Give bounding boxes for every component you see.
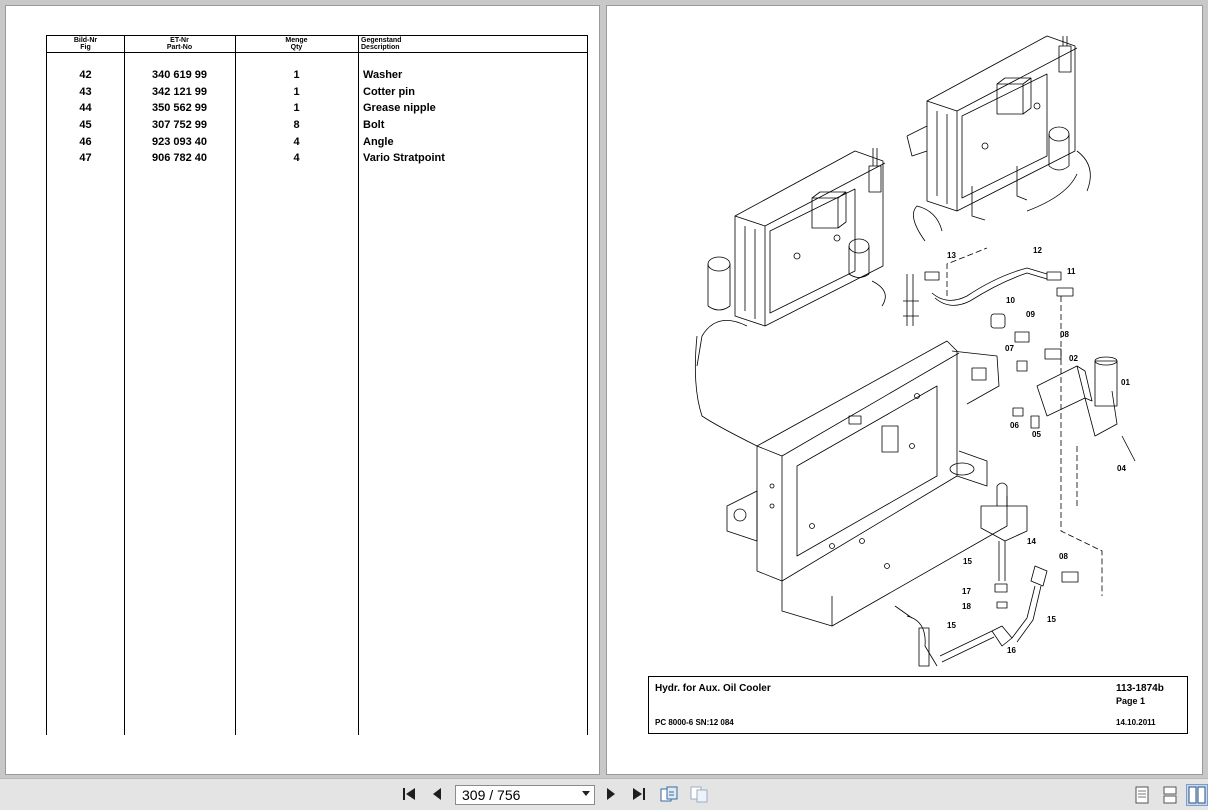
- callout-label: 14: [1027, 537, 1036, 546]
- cell-description: Vario Stratpoint: [363, 152, 445, 165]
- callout-label: 05: [1032, 430, 1041, 439]
- callout-label: 08: [1059, 552, 1068, 561]
- last-page-icon: [631, 786, 647, 802]
- callout-label: 18: [962, 602, 971, 611]
- table-body: [47, 67, 587, 167]
- table-row: [47, 100, 587, 117]
- drawing-page-number: Page 1: [1116, 696, 1146, 706]
- copy-page-icon: [659, 785, 679, 803]
- table-row: [47, 84, 587, 101]
- cell-part-no: 350 562 99: [151, 102, 208, 115]
- header-part-no: ET-Nr Part-No: [166, 37, 193, 51]
- callout-label: 02: [1069, 354, 1078, 363]
- callout-label: 15: [947, 621, 956, 630]
- header-qty: Menge Qty: [285, 37, 308, 51]
- first-page-button[interactable]: [398, 783, 420, 805]
- drawing-number: 113-1874b: [1116, 683, 1164, 694]
- callout-label: 04: [1117, 464, 1126, 473]
- cell-part-no: 340 619 99: [151, 69, 208, 81]
- table-row: [47, 117, 587, 134]
- two-page-view-icon: [1188, 786, 1206, 804]
- callout-label: 12: [1033, 246, 1042, 255]
- single-page-view-icon: [1135, 786, 1149, 804]
- header-divider: [47, 52, 587, 53]
- cell-part-no: 923 093 40: [151, 135, 208, 148]
- viewer-toolbar: [0, 778, 1208, 810]
- cell-description: Bolt: [363, 119, 385, 132]
- header-fig: Bild-Nr Fig: [73, 37, 98, 51]
- parts-table: [46, 35, 588, 735]
- next-page-icon: [603, 786, 619, 802]
- cell-qty: 1: [293, 102, 300, 115]
- page-indicator: 309 / 756: [462, 787, 521, 803]
- cell-part-no: 307 752 99: [151, 119, 208, 132]
- cell-fig: 47: [79, 152, 92, 165]
- cell-qty: 8: [293, 119, 300, 132]
- callout-label: 15: [963, 557, 972, 566]
- cell-qty: 4: [293, 152, 300, 165]
- callout-label: 01: [1121, 378, 1130, 387]
- callout-label: 09: [1026, 310, 1035, 319]
- cell-fig: 45: [79, 119, 92, 132]
- header-description: Gegenstand Description: [361, 37, 402, 51]
- chevron-down-icon: [582, 791, 590, 796]
- prev-page-icon: [429, 786, 445, 802]
- single-page-view-button[interactable]: [1132, 785, 1152, 805]
- cell-description: Grease nipple: [363, 102, 436, 115]
- table-row: [47, 67, 587, 84]
- page-selector[interactable]: [455, 785, 595, 805]
- cell-qty: 4: [293, 135, 300, 148]
- cell-part-no: 342 121 99: [151, 85, 208, 98]
- drawing-title: Hydr. for Aux. Oil Cooler: [655, 683, 771, 694]
- callout-labels: [607, 6, 1202, 674]
- callout-label: 11: [1067, 267, 1076, 276]
- callout-label: 10: [1006, 296, 1015, 305]
- cell-fig: 44: [79, 102, 92, 115]
- table-row: [47, 134, 587, 151]
- drawing-page: [607, 6, 1202, 774]
- cell-fig: 43: [79, 85, 92, 98]
- cell-description: Washer: [363, 69, 403, 81]
- callout-label: 16: [1007, 646, 1016, 655]
- cell-qty: 1: [293, 69, 300, 81]
- two-page-view-button[interactable]: [1187, 785, 1207, 805]
- machine-model: PC 8000-6 SN:12 084: [655, 718, 734, 727]
- last-page-button[interactable]: [628, 783, 650, 805]
- prev-page-button[interactable]: [426, 783, 448, 805]
- callout-label: 17: [962, 587, 971, 596]
- table-row: [47, 150, 587, 167]
- continuous-view-icon: [1163, 786, 1177, 804]
- paste-page-icon: [689, 785, 709, 803]
- copy-page-button[interactable]: [658, 783, 680, 805]
- cell-fig: 46: [79, 135, 92, 148]
- cell-description: Angle: [363, 135, 394, 148]
- paste-page-button[interactable]: [688, 783, 710, 805]
- callout-label: 07: [1005, 344, 1014, 353]
- drawing-date: 14.10.2011: [1116, 718, 1156, 727]
- cell-fig: 42: [79, 69, 92, 81]
- cell-qty: 1: [293, 85, 300, 98]
- callout-label: 13: [947, 251, 956, 260]
- cell-description: Cotter pin: [363, 85, 415, 98]
- callout-label: 08: [1060, 330, 1069, 339]
- cell-part-no: 906 782 40: [151, 152, 208, 165]
- callout-label: 15: [1047, 615, 1056, 624]
- continuous-view-button[interactable]: [1160, 785, 1180, 805]
- first-page-icon: [401, 786, 417, 802]
- drawing-title-block: [648, 676, 1188, 734]
- callout-label: 06: [1010, 421, 1019, 430]
- next-page-button[interactable]: [600, 783, 622, 805]
- parts-list-page: [6, 6, 599, 774]
